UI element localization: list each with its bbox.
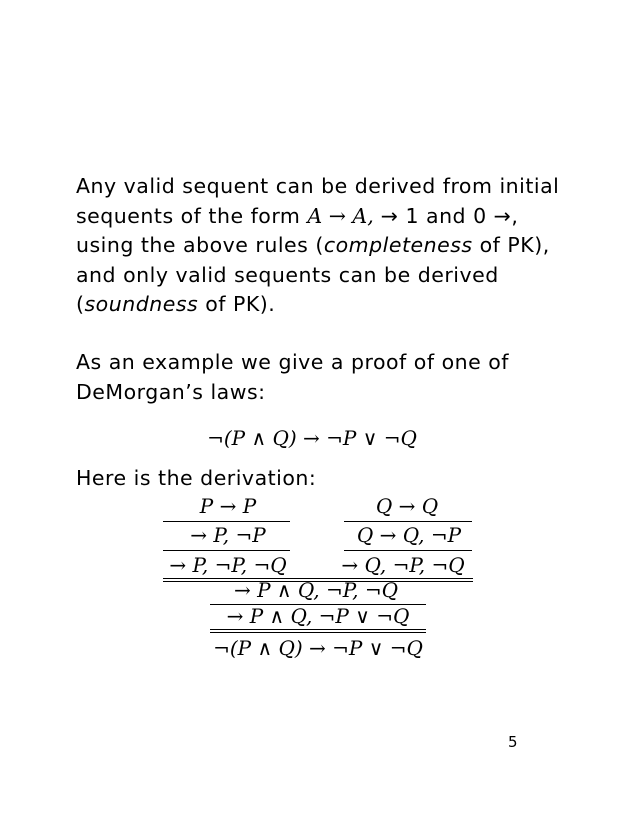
paragraph-text: of PK).: [198, 292, 276, 316]
left-axiom: P → P: [199, 494, 257, 518]
derivation-intro: Here is the derivation:: [76, 466, 317, 490]
page-number: 5: [508, 733, 518, 751]
inference-rule: [163, 521, 290, 522]
demorgan-law: ¬(P ∧ Q) → ¬P ∨ ¬Q: [207, 426, 417, 450]
paragraph-text: → 1 and 0 →,: [373, 203, 519, 228]
left-step2: → P, ¬P, ¬Q: [169, 553, 287, 577]
term-soundness: soundness: [84, 292, 199, 316]
right-axiom: Q → Q: [375, 494, 439, 518]
or-right-step: → P ∧ Q, ¬P ∨ ¬Q: [226, 604, 410, 628]
axiom-formula: A → A,: [307, 203, 374, 228]
term-completeness: completeness: [323, 233, 473, 257]
right-step1: Q → Q, ¬P: [356, 523, 462, 547]
right-step2: → Q, ¬P, ¬Q: [341, 553, 465, 577]
paragraph-completeness: [76, 172, 566, 320]
inference-rule: [344, 550, 472, 551]
inference-rule: [344, 521, 472, 522]
inference-rule-double: [210, 629, 426, 630]
conclusion: ¬(P ∧ Q) → ¬P ∨ ¬Q: [213, 636, 423, 660]
inference-rule-double: [210, 632, 426, 633]
inference-rule: [163, 550, 290, 551]
paragraph-text: of PK), and only valid sequents can be derived (: [76, 233, 550, 316]
and-right-step: → P ∧ Q, ¬P, ¬Q: [233, 578, 399, 602]
left-step1: → P, ¬P: [190, 523, 266, 547]
paragraph-text: using the above rules (: [76, 233, 324, 257]
paragraph-text: Any valid sequent can be derived from initial sequents of the form: [76, 174, 560, 228]
paragraph-example: As an example we give a proof of one of DeMorgan’s laws:: [76, 350, 509, 404]
